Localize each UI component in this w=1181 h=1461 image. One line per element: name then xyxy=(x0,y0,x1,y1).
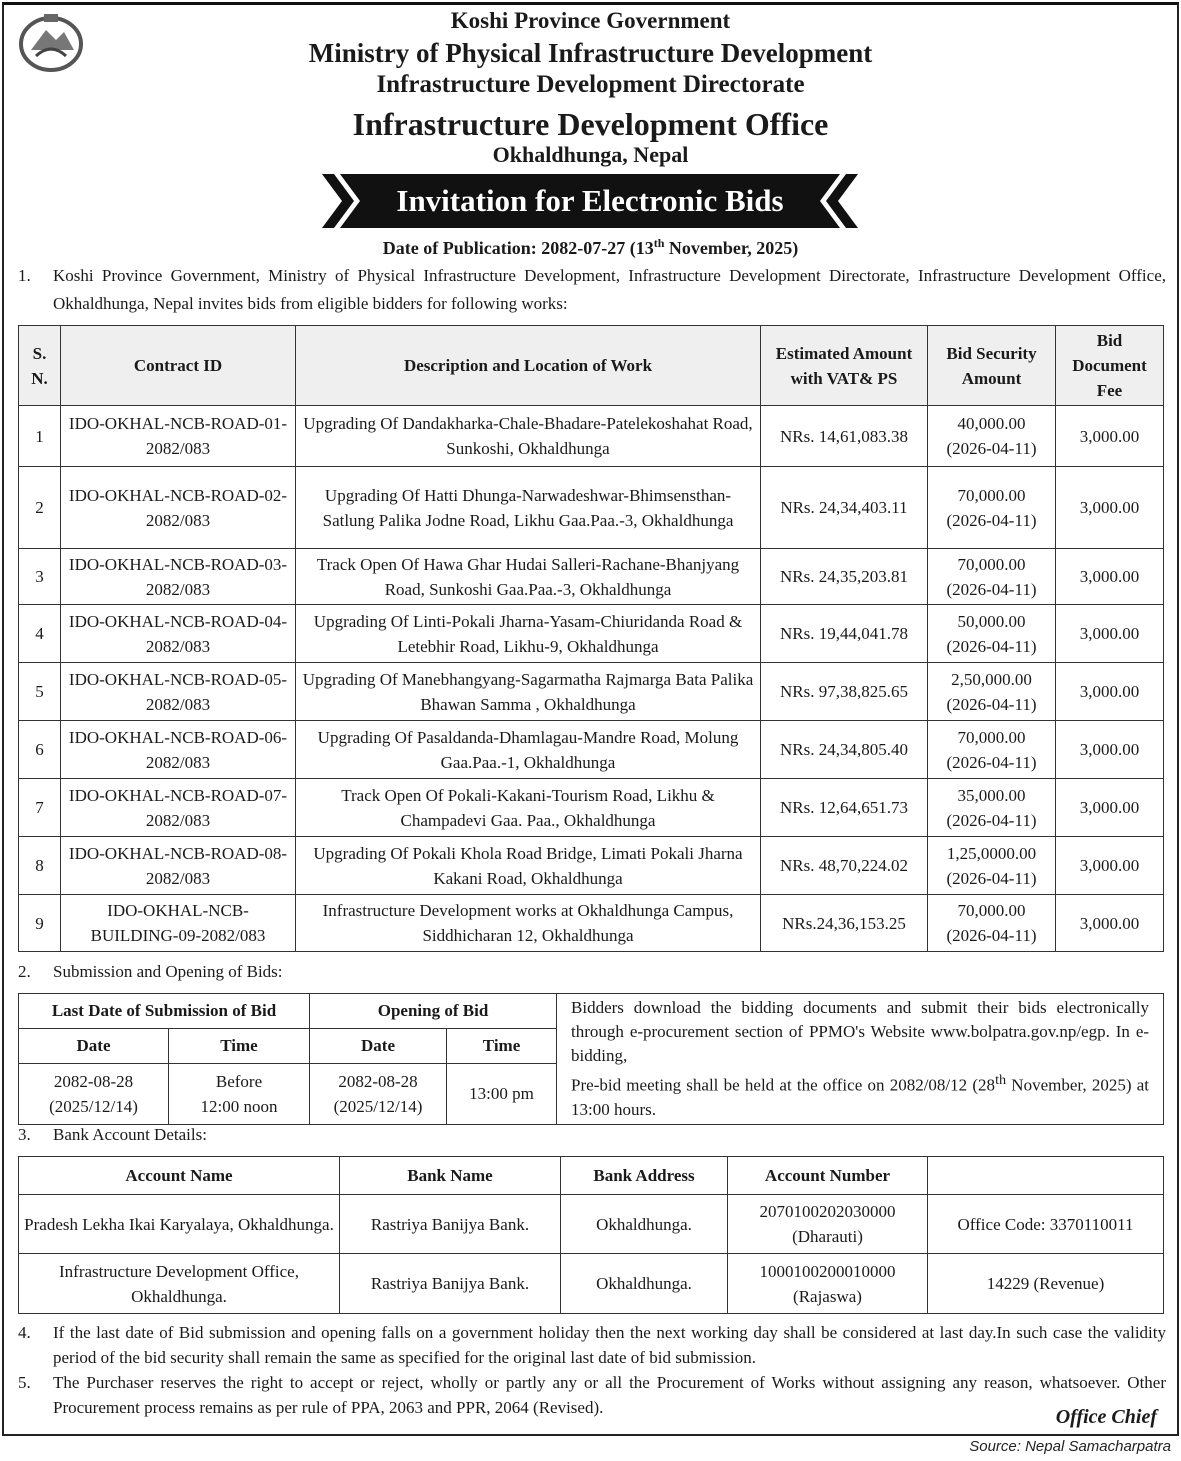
security-validity-date: (2026-04-11) xyxy=(946,694,1037,714)
account-type: (Dharauti) xyxy=(792,1227,863,1246)
document-fee: 3,000.00 xyxy=(1056,605,1164,663)
work-description: Upgrading Of Pokali Khola Road Bridge, Limati Pokali Jharna Kakani Road, Okhaldhunga xyxy=(296,837,761,895)
table-row xyxy=(19,895,1164,952)
header-location: Okhaldhunga, Nepal xyxy=(492,142,689,167)
opening-time: 13:00 pm xyxy=(447,1063,557,1124)
serial-number: 6 xyxy=(19,721,61,779)
serial-number: 2 xyxy=(19,467,61,549)
serial-number: 5 xyxy=(19,663,61,721)
section-text: If the last date of Bid submission and opening falls on a government holiday then the next working day shall be considered at last day.In such case the validity period of the bid security shall remain the same as specified for the original last date of bid submission. xyxy=(53,1323,1166,1367)
bid-security xyxy=(928,779,1056,837)
submission-note xyxy=(557,994,1164,1125)
account-number xyxy=(728,1254,928,1314)
table-row xyxy=(19,467,1164,549)
contract-id: IDO-OKHAL-NCB-BUILDING-09-2082/083 xyxy=(61,895,296,952)
contract-id: IDO-OKHAL-NCB-ROAD-08-2082/083 xyxy=(61,837,296,895)
opening-header: Opening of Bid xyxy=(310,994,557,1029)
bid-security xyxy=(928,605,1056,663)
bid-security xyxy=(928,721,1056,779)
security-amount: 70,000.00 xyxy=(957,554,1026,574)
section-2 xyxy=(18,958,1166,986)
security-validity-date: (2026-04-11) xyxy=(946,810,1037,830)
last-date-header: Last Date of Submission of Bid xyxy=(19,994,310,1029)
contract-id: IDO-OKHAL-NCB-ROAD-01-2082/083 xyxy=(61,406,296,467)
table-row xyxy=(19,406,1164,467)
account-extra: 14229 (Revenue) xyxy=(928,1254,1164,1314)
col-bank-address: Bank Address xyxy=(561,1157,728,1195)
estimated-amount: NRs. 24,34,805.40 xyxy=(761,721,928,779)
col-bank-name: Bank Name xyxy=(340,1157,561,1195)
col-account-name: Account Name xyxy=(19,1157,340,1195)
security-amount: 70,000.00 xyxy=(957,485,1026,505)
work-description: Upgrading Of Dandakharka-Chale-Bhadare-Patelekoshahat Road, Sunkoshi, Okhaldhunga xyxy=(296,406,761,467)
submission-table xyxy=(18,993,1164,1125)
col-contract-id: Contract ID xyxy=(61,326,296,406)
section-number: 2. xyxy=(18,962,31,981)
bank-table xyxy=(18,1156,1164,1314)
submission-time-label: Time xyxy=(169,1028,310,1063)
security-amount: 70,000.00 xyxy=(957,901,1026,920)
submission-date-label: Date xyxy=(19,1028,169,1063)
submission-date-ad: (2025/12/14) xyxy=(49,1096,138,1116)
work-description: Infrastructure Development works at Okhaldhunga Campus, Siddhicharan 12, Okhaldhunga xyxy=(296,895,761,952)
security-amount: 1,25,0000.00 xyxy=(946,843,1037,863)
section-number: 1. xyxy=(18,266,31,285)
serial-number: 8 xyxy=(19,837,61,895)
security-amount: 70,000.00 xyxy=(957,727,1026,747)
opening-time-label: Time xyxy=(447,1028,557,1063)
bid-security xyxy=(928,406,1056,467)
table-row xyxy=(19,721,1164,779)
estimated-amount: NRs. 97,38,825.65 xyxy=(761,663,928,721)
work-description: Track Open Of Pokali-Kakani-Tourism Road, Likhu & Champadevi Gaa. Paa., Okhaldhunga xyxy=(296,779,761,837)
account-type: (Rajaswa) xyxy=(793,1286,862,1306)
serial-number: 9 xyxy=(19,895,61,952)
work-description: Upgrading Of Linti-Pokali Jharna-Yasam-Chiuridanda Road & Letebhir Road, Likhu-9, Okhaldhunga xyxy=(296,605,761,663)
account-name: Infrastructure Development Office, Okhaldhunga. xyxy=(19,1254,340,1314)
section-3 xyxy=(18,1121,1166,1149)
col-extra xyxy=(928,1157,1164,1195)
works-table xyxy=(18,325,1164,952)
bank-address: Okhaldhunga. xyxy=(561,1195,728,1254)
estimated-amount: NRs. 24,35,203.81 xyxy=(761,549,928,605)
opening-date xyxy=(310,1063,447,1124)
security-validity-date: (2026-04-11) xyxy=(946,579,1037,599)
serial-number: 3 xyxy=(19,549,61,605)
security-amount: 50,000.00 xyxy=(957,611,1026,631)
submission-date xyxy=(19,1063,169,1124)
security-amount: 40,000.00 xyxy=(957,414,1026,433)
section-title: Submission and Opening of Bids: xyxy=(53,962,283,981)
pub-date-suffix: November, 2025) xyxy=(664,238,799,258)
document-fee: 3,000.00 xyxy=(1056,779,1164,837)
source-credit: Source: Nepal Samacharpatra xyxy=(969,1438,1171,1455)
contract-id: IDO-OKHAL-NCB-ROAD-02-2082/083 xyxy=(61,467,296,549)
col-sn: S. N. xyxy=(19,326,61,406)
bank-name: Rastriya Banijya Bank. xyxy=(340,1195,561,1254)
estimated-amount: NRs. 12,64,651.73 xyxy=(761,779,928,837)
opening-date-bs: 2082-08-28 xyxy=(338,1071,418,1091)
account-number-value: 2070100202030000 xyxy=(759,1202,896,1221)
table-row xyxy=(19,779,1164,837)
section-number: 4. xyxy=(18,1323,31,1342)
submission-time-1: Before xyxy=(215,1071,263,1091)
security-validity-date: (2026-04-11) xyxy=(946,439,1037,458)
bid-security xyxy=(928,549,1056,605)
section-text: The Purchaser reserves the right to accept or reject, wholly or partly any or all the Procurement of Works without assigning any reason, whatsoever. Other Procurement process remains as per rule of PPA, 2063 and PPR, 2064 (Revised). xyxy=(53,1373,1166,1417)
section-number: 3. xyxy=(18,1125,31,1144)
security-amount: 35,000.00 xyxy=(957,785,1026,805)
contract-id: IDO-OKHAL-NCB-ROAD-04-2082/083 xyxy=(61,605,296,663)
document-fee: 3,000.00 xyxy=(1056,663,1164,721)
estimated-amount: NRs. 48,70,224.02 xyxy=(761,837,928,895)
opening-date-ad: (2025/12/14) xyxy=(333,1096,423,1116)
estimated-amount: NRs.24,36,153.25 xyxy=(761,895,928,952)
bank-name: Rastriya Banijya Bank. xyxy=(340,1254,561,1314)
table-row xyxy=(19,837,1164,895)
bank-address: Okhaldhunga. xyxy=(561,1254,728,1314)
document-fee: 3,000.00 xyxy=(1056,549,1164,605)
contract-id: IDO-OKHAL-NCB-ROAD-06-2082/083 xyxy=(61,721,296,779)
estimated-amount: NRs. 24,34,403.11 xyxy=(761,467,928,549)
col-description: Description and Location of Work xyxy=(296,326,761,406)
prebid-sup: th xyxy=(995,1072,1007,1088)
estimated-amount: NRs. 14,61,083.38 xyxy=(761,406,928,467)
security-amount: 2,50,000.00 xyxy=(951,669,1032,689)
signature: Office Chief xyxy=(1055,1406,1157,1428)
pub-date-main: Date of Publication: 2082-07-27 (13 xyxy=(382,238,654,258)
security-validity-date: (2026-04-11) xyxy=(946,926,1037,945)
header-province: Koshi Province Government xyxy=(450,8,731,33)
work-description: Upgrading Of Hatti Dhunga-Narwadeshwar-Bhimsensthan-Satlung Palika Jodne Road, Likhu Gaa.Paa.-3, Okhaldhunga xyxy=(296,467,761,549)
prebid-suffix: November, 2025) at 13:00 hours. xyxy=(571,1075,1150,1119)
document-fee: 3,000.00 xyxy=(1056,467,1164,549)
section-5 xyxy=(18,1370,1166,1420)
contract-id: IDO-OKHAL-NCB-ROAD-03-2082/083 xyxy=(61,549,296,605)
work-description: Upgrading Of Manebhangyang-Sagarmatha Rajmarga Bata Palika Bhawan Samma , Okhaldhunga xyxy=(296,663,761,721)
table-row xyxy=(19,605,1164,663)
section-number: 5. xyxy=(18,1373,31,1392)
security-validity-date: (2026-04-11) xyxy=(946,752,1037,772)
security-validity-date: (2026-04-11) xyxy=(946,510,1037,530)
bid-security xyxy=(928,467,1056,549)
serial-number: 1 xyxy=(19,406,61,467)
serial-number: 4 xyxy=(19,605,61,663)
bid-security xyxy=(928,663,1056,721)
header-office: Infrastructure Development Office xyxy=(352,106,829,142)
table-row xyxy=(19,663,1164,721)
security-validity-date: (2026-04-11) xyxy=(946,868,1037,888)
bid-security xyxy=(928,837,1056,895)
contract-id: IDO-OKHAL-NCB-ROAD-05-2082/083 xyxy=(61,663,296,721)
submission-date-bs: 2082-08-28 xyxy=(53,1071,134,1091)
header-directorate: Infrastructure Development Directorate xyxy=(376,71,805,98)
col-document-fee: Bid Document Fee xyxy=(1056,326,1164,406)
col-bid-security: Bid Security Amount xyxy=(928,326,1056,406)
work-description: Upgrading Of Pasaldanda-Dhamlagau-Mandre Road, Molung Gaa.Paa.-1, Okhaldhunga xyxy=(296,721,761,779)
opening-date-label: Date xyxy=(310,1028,447,1063)
section-title: Bank Account Details: xyxy=(53,1125,207,1144)
works-table-header xyxy=(19,326,1164,406)
contract-id: IDO-OKHAL-NCB-ROAD-07-2082/083 xyxy=(61,779,296,837)
account-name: Pradesh Lekha Ikai Karyalaya, Okhaldhunga. xyxy=(19,1195,340,1254)
section-text: Koshi Province Government, Ministry of Physical Infrastructure Development, Infrastructure Development Directorate, Infrastructure Development Office, Okhaldhunga, Nepal invites bids from eligible bidders for following works: xyxy=(53,266,1166,313)
account-number xyxy=(728,1195,928,1254)
banner-title: Invitation for Electronic Bids xyxy=(396,183,784,218)
document-fee: 3,000.00 xyxy=(1056,895,1164,952)
header-ministry: Ministry of Physical Infrastructure Development xyxy=(308,38,873,68)
publication-date xyxy=(0,236,1181,259)
submission-time-2: 12:00 noon xyxy=(200,1096,278,1116)
work-description: Track Open Of Hawa Ghar Hudai Salleri-Rachane-Bhanjyang Road, Sunkoshi Gaa.Paa.-3, Okhaldhunga xyxy=(296,549,761,605)
table-row xyxy=(19,1195,1164,1254)
document-fee: 3,000.00 xyxy=(1056,721,1164,779)
section-4 xyxy=(18,1320,1166,1370)
ebid-note: Bidders download the bidding documents and submit their bids electronically through e-procurement section of PPMO's Website www.bolpatra.gov.np/egp. In e-bidding, xyxy=(571,998,1150,1065)
serial-number: 7 xyxy=(19,779,61,837)
account-number-value: 1000100200010000 xyxy=(759,1261,896,1281)
table-row xyxy=(19,1254,1164,1314)
pub-date-sup: th xyxy=(653,236,665,250)
document-fee: 3,000.00 xyxy=(1056,406,1164,467)
security-validity-date: (2026-04-11) xyxy=(946,636,1037,656)
prebid-note: Pre-bid meeting shall be held at the office on 2082/08/12 (28 xyxy=(571,1075,996,1095)
account-extra: Office Code: 3370110011 xyxy=(928,1195,1164,1254)
bid-security xyxy=(928,895,1056,952)
col-account-number: Account Number xyxy=(728,1157,928,1195)
section-1 xyxy=(18,262,1166,318)
document-fee: 3,000.00 xyxy=(1056,837,1164,895)
submission-time xyxy=(169,1063,310,1124)
estimated-amount: NRs. 19,44,041.78 xyxy=(761,605,928,663)
table-row xyxy=(19,549,1164,605)
col-estimated-amount: Estimated Amount with VAT& PS xyxy=(761,326,928,406)
title-banner xyxy=(322,174,858,228)
